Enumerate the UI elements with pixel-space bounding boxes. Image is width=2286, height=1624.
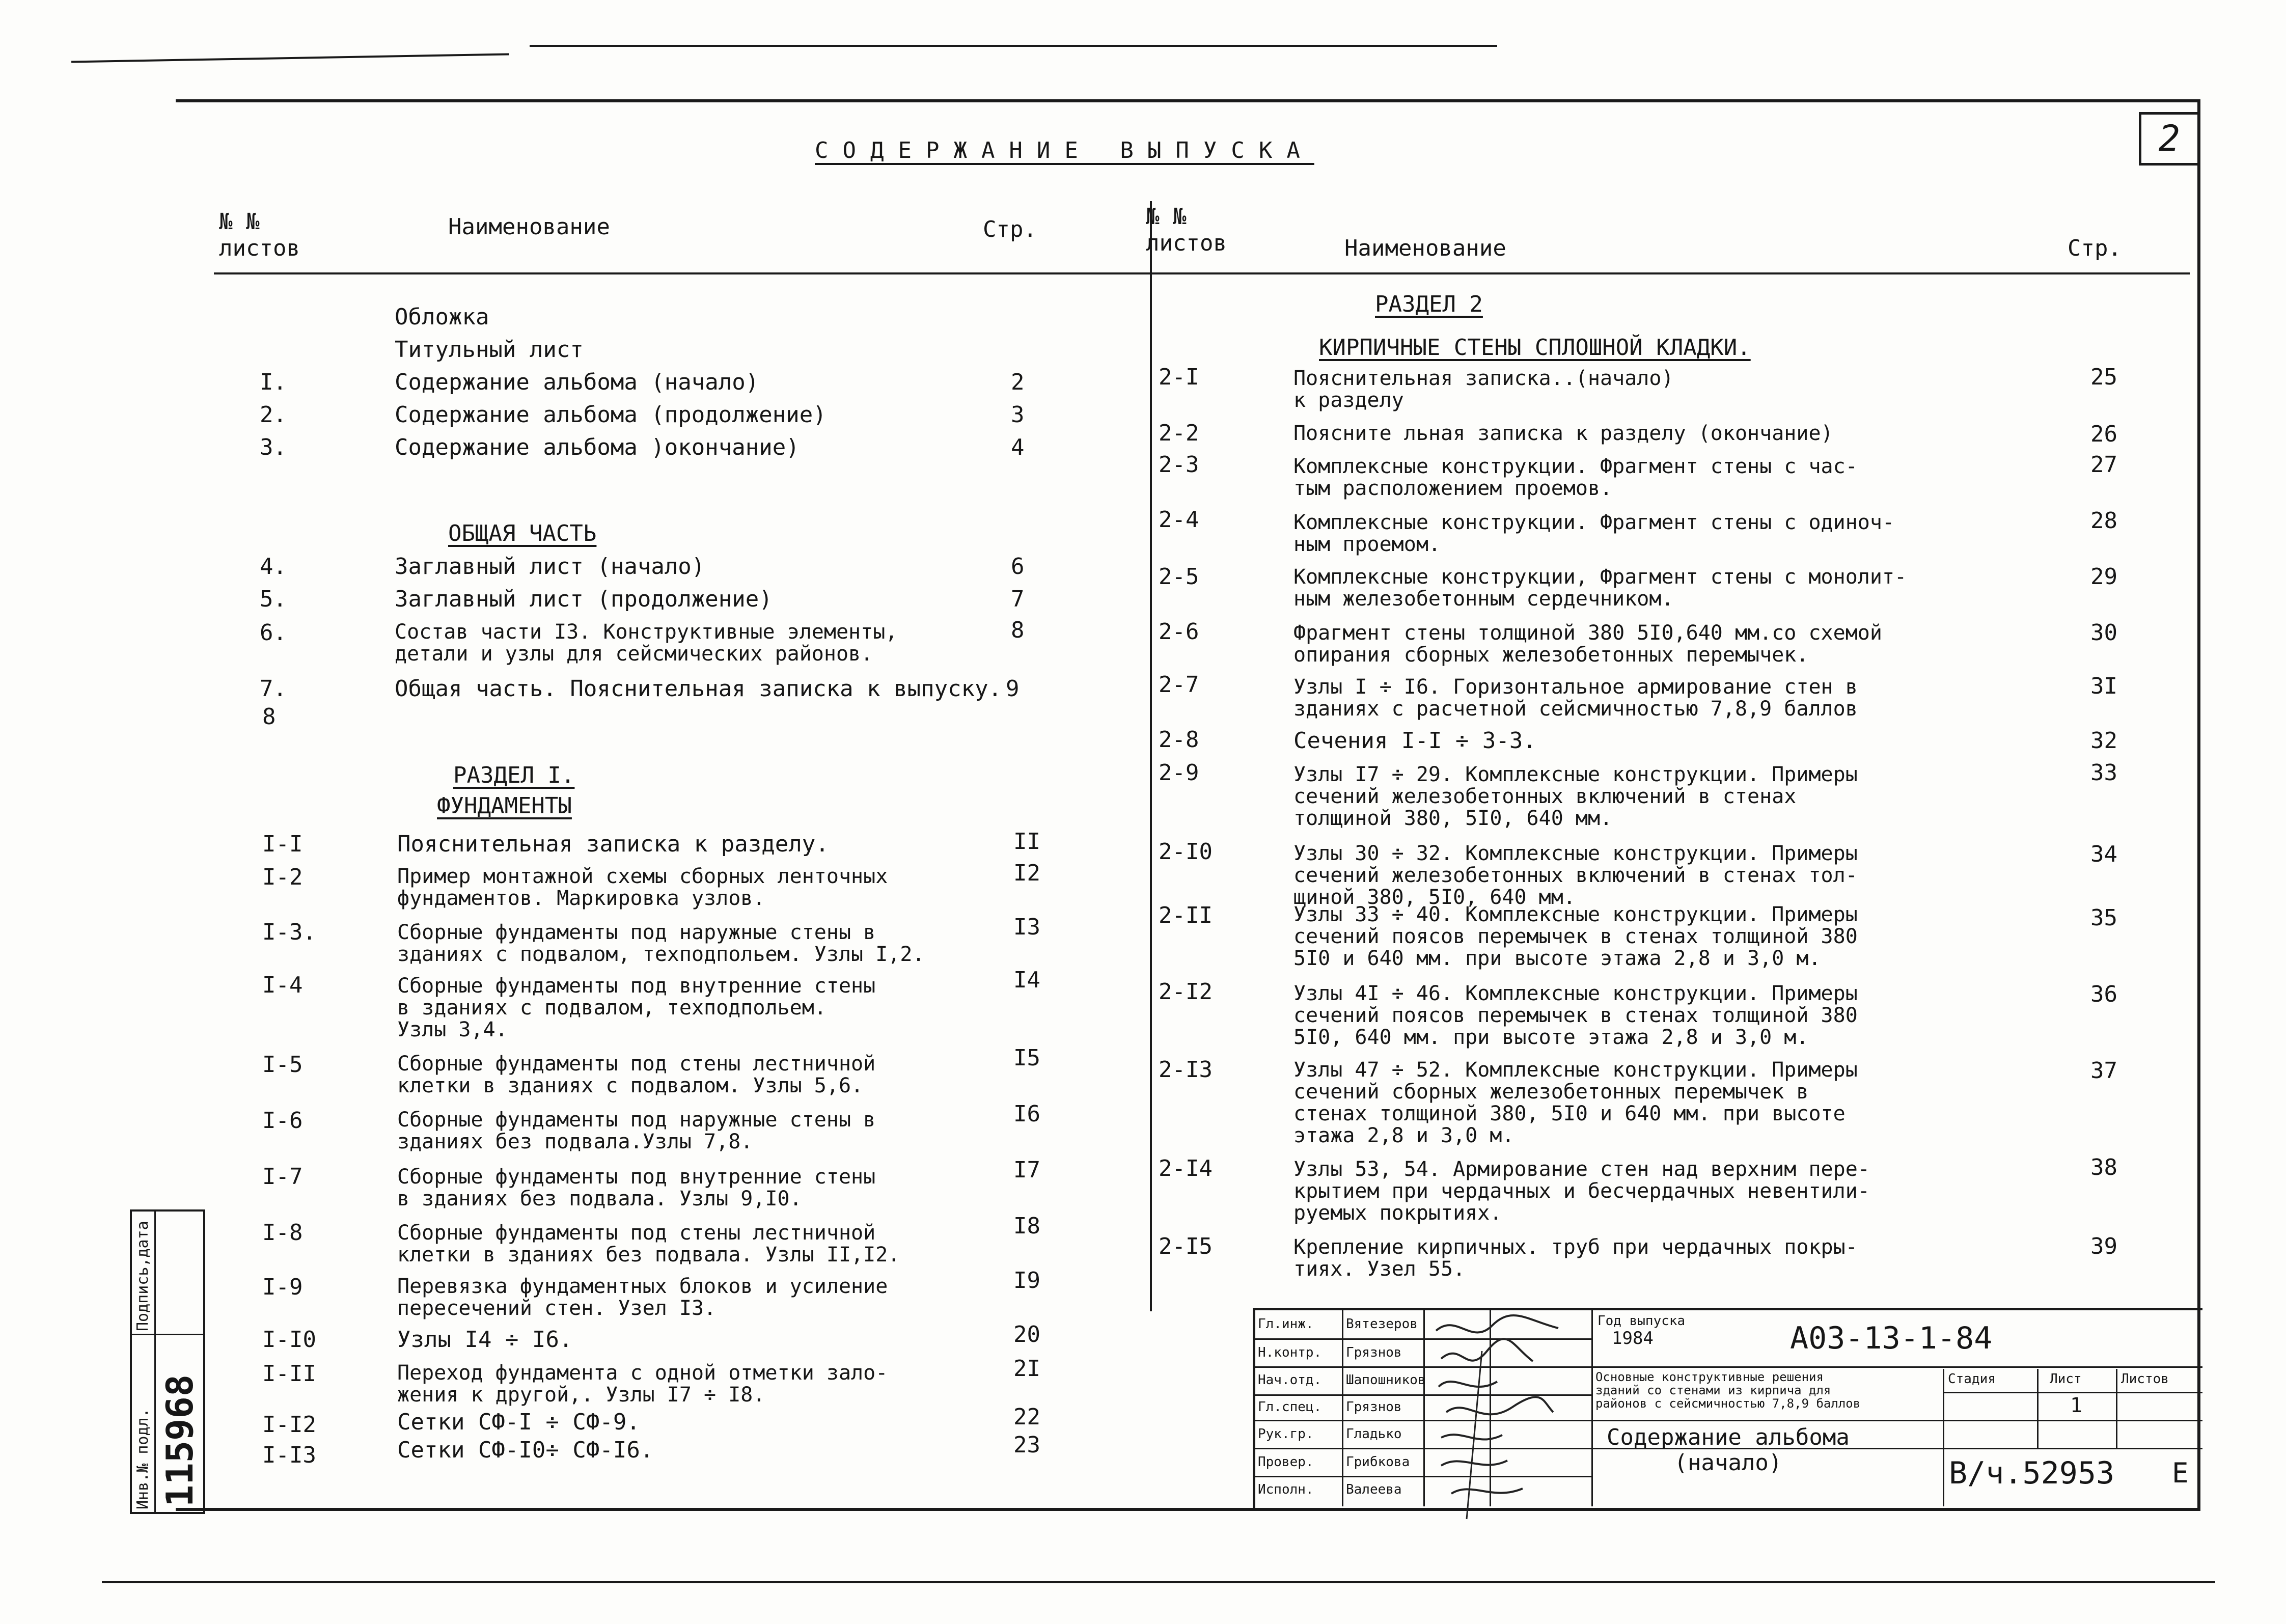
right-header-name: Наименование <box>1344 235 1506 261</box>
left-entry-name: Содержание альбома (продолжение) <box>395 402 827 428</box>
right-entry-page: 34 <box>2090 841 2117 867</box>
stamp-person: Валеева <box>1346 1482 1402 1497</box>
left-entry-name: Сборные фундаменты под внутренние стены в зданиях без подвала. Узлы 9,I0. <box>397 1165 876 1210</box>
right-entry-page: 27 <box>2090 452 2117 478</box>
left-entry-page: I6 <box>1013 1101 1040 1127</box>
left-entry-num: I-9 <box>262 1274 303 1300</box>
scan-line-bottom <box>102 1581 2215 1583</box>
right-entry-page: 26 <box>2090 421 2117 447</box>
right-entry-name: Узлы 33 ÷ 40. Комплексные конструкции. Примеры сечений поясов перемычек в стенах толщиной 380 5I0 и 640 мм. при высоте этажа 2,8 и 3,0 м. <box>1293 903 1858 970</box>
side-inv-number: 115968 <box>158 1374 201 1507</box>
left-entry-num: I-7 <box>262 1164 303 1190</box>
signature-scribbles <box>1426 1310 1594 1524</box>
right-entry-num: 2-I5 <box>1159 1233 1213 1259</box>
left-entry-page: 23 <box>1013 1432 1040 1458</box>
left-entry-page: I7 <box>1013 1157 1040 1183</box>
stamp-sheet-title: Содержание альбома (начало) <box>1607 1424 1850 1476</box>
stamp-role: Исполн. <box>1258 1482 1314 1497</box>
left-header-sheet-no: № № листов <box>219 209 300 261</box>
stamp-person: Грибкова <box>1346 1454 1410 1470</box>
left-entry-num: I-2 <box>262 864 303 890</box>
right-entry-name: Крепление кирпичных. труб при чердачных покры- тиях. Узел 55. <box>1293 1235 1858 1281</box>
left-entry-name: Обложка <box>395 304 489 330</box>
left-entry-page: 2I <box>1013 1356 1040 1382</box>
stamp-person: Вятезеров <box>1346 1316 1418 1332</box>
left-entry-page: I5 <box>1013 1045 1040 1071</box>
stamp-person: Гладько <box>1346 1426 1402 1442</box>
left-entry-page: 8 <box>1011 617 1025 643</box>
stamp-role: Гл.спец. <box>1258 1399 1322 1415</box>
stamp-role: Нач.отд. <box>1258 1372 1322 1388</box>
section-heading-general: ОБЩАЯ ЧАСТЬ <box>448 520 597 546</box>
right-entry-num: 2-9 <box>1159 760 1199 786</box>
right-entry-page: 39 <box>2090 1233 2117 1259</box>
left-entry-num: 6. <box>260 620 287 646</box>
section-heading-brick-walls: КИРПИЧНЫЕ СТЕНЫ СПЛОШНОЙ КЛАДКИ. <box>1319 335 1751 361</box>
left-entry-name: Пояснительная записка к разделу. <box>397 831 829 857</box>
left-entry-page: I8 <box>1013 1213 1040 1239</box>
right-entry-name: Комплексные конструкции. Фрагмент стены с одиноч- ным проемом. <box>1293 511 1895 556</box>
side-sign-label: Подпись,дата <box>134 1221 152 1331</box>
right-header-sheet-no: № № листов <box>1146 204 1227 256</box>
right-entry-num: 2-5 <box>1159 564 1199 590</box>
section-heading-2: РАЗДЕЛ 2 <box>1375 291 1483 317</box>
left-header-page: Стр. <box>983 216 1037 242</box>
right-entry-page: 28 <box>2090 508 2117 534</box>
right-entry-num: 2-I <box>1159 364 1199 390</box>
right-entry-name: Узлы I ÷ I6. Горизонтальное армирование стен в зданиях с расчетной сейсмичностью 7,8,9 баллов <box>1293 675 1858 721</box>
left-entry-num: 5. <box>260 586 287 612</box>
stamp-person: Грязнов <box>1346 1345 1402 1360</box>
left-entry-page: I4 <box>1013 967 1040 993</box>
left-entry-name: Содержание альбома )окончание) <box>395 434 800 460</box>
left-entry-num: I-I <box>262 831 303 857</box>
left-entry-num: I-5 <box>262 1052 303 1078</box>
right-entry-num: 2-7 <box>1159 672 1199 698</box>
left-entry-page: 7 <box>1011 586 1025 612</box>
left-entry-num: 3. <box>260 434 287 460</box>
left-entry-page: II <box>1013 829 1040 855</box>
left-entry-name: Состав части I3. Конструктивные элементы, детали и узлы для сейсмических районов. <box>395 620 898 666</box>
stamp-role: Н.контр. <box>1258 1345 1322 1360</box>
left-entry-num: I. <box>260 369 287 395</box>
left-entry-page: 9 <box>1006 676 1020 702</box>
left-entry-name: Переход фундамента с одной отметки зало- жения к другой,. Узлы I7 ÷ I8. <box>397 1361 888 1407</box>
right-entry-page: 3I <box>2090 673 2117 699</box>
right-entry-name: Узлы 53, 54. Армирование стен над верхним пере- крытием при чердачных и бесчердачных невентили- руемых покрытиях. <box>1293 1158 1870 1225</box>
left-entry-name: Сборные фундаменты под стены лестничной клетки в зданиях без подвала. Узлы II,I2. <box>397 1221 900 1267</box>
stamp-sheet-no: 1 <box>2070 1394 2083 1417</box>
left-entry-name: Титульный лист <box>395 337 584 363</box>
stamp-role: Провер. <box>1258 1454 1314 1470</box>
left-entry-num: I-II <box>262 1361 316 1387</box>
left-entry-num: I-I0 <box>262 1327 316 1353</box>
stamp-role: Гл.инж. <box>1258 1316 1314 1332</box>
right-entry-name: Фрагмент стены толщиной 380 5I0,640 мм.со схемой опирания сборных железобетонных перемычек. <box>1293 621 1882 667</box>
scan-line-top <box>71 53 509 63</box>
left-entry-num: I-I3 <box>262 1442 316 1468</box>
left-entry-name: Сетки СФ-I0÷ СФ-I6. <box>397 1437 654 1463</box>
stamp-project-desc: Основные конструктивные решения зданий со стенами из кирпича для районов с сейсмичностью 7,8,9 баллов <box>1595 1370 1861 1411</box>
right-entry-name: Узлы 47 ÷ 52. Комплексные конструкции. Примеры сечений сборных железобетонных перемычек в стенах толщиной 380, 5I0 и 640 мм. при высоте этажа 2,8 и 3,0 м. <box>1293 1058 1858 1147</box>
left-entry-name: Общая часть. Пояснительная записка к выпуску. <box>395 676 1002 702</box>
left-entry-name: Узлы I4 ÷ I6. <box>397 1327 573 1353</box>
stamp-col-sheet: Лист <box>2050 1371 2082 1387</box>
left-entry-name: Заглавный лист (начало) <box>395 554 705 580</box>
title-block <box>1253 1308 2202 1509</box>
left-entry-name: Перевязка фундаментных блоков и усиление пересечений стен. Узел I3. <box>397 1275 888 1320</box>
left-entry-num: I-3. <box>262 919 316 945</box>
right-entry-num: 2-6 <box>1159 619 1199 645</box>
right-entry-name: Сечения I-I ÷ 3-3. <box>1293 728 1536 754</box>
left-entry-name: Сборные фундаменты под наружные стены в зданиях без подвала.Узлы 7,8. <box>397 1108 876 1153</box>
right-entry-name: Комплексные конструкции, Фрагмент стены с монолит- ным железобетонным сердечником. <box>1293 565 1907 611</box>
left-entry-page: 20 <box>1013 1322 1040 1347</box>
right-entry-page: 29 <box>2090 564 2117 590</box>
left-entry-num: 4. <box>260 554 287 580</box>
header-rule <box>214 272 2190 274</box>
left-entry-name: Сборные фундаменты под наружные стены в зданиях с подвалом, техподпольем. Узлы I,2. <box>397 921 925 966</box>
stamp-year: 1984 <box>1612 1328 1654 1348</box>
left-entry-name: Содержание альбома (начало) <box>395 369 759 395</box>
stamp-person: Грязнов <box>1346 1399 1402 1415</box>
right-entry-page: 32 <box>2090 728 2117 754</box>
right-entry-page: 25 <box>2090 364 2117 390</box>
right-entry-name: Узлы I7 ÷ 29. Комплексные конструкции. Примеры сечений железобетонных включений в стенах толщиной 380, 5I0, 640 мм. <box>1293 763 1858 830</box>
right-entry-page: 38 <box>2090 1154 2117 1180</box>
right-entry-name: Поясните льная записка к разделу (окончание) <box>1293 422 1833 445</box>
right-entry-num: 2-I3 <box>1159 1057 1213 1083</box>
left-entry-num: 8 <box>262 704 276 730</box>
right-entry-page: 35 <box>2090 905 2117 931</box>
left-entry-num: 2. <box>260 402 287 428</box>
left-entry-page: 22 <box>1013 1404 1040 1430</box>
stamp-col-stage: Стадия <box>1948 1371 1996 1387</box>
stamp-person: Шапошников <box>1346 1372 1426 1388</box>
right-entry-page: 30 <box>2090 620 2117 646</box>
side-stamp <box>130 1209 205 1514</box>
left-entry-name: Заглавный лист (продолжение) <box>395 586 773 612</box>
left-entry-page: I9 <box>1013 1268 1040 1293</box>
stamp-format: Е <box>2172 1457 2189 1489</box>
right-entry-num: 2-II <box>1159 902 1213 928</box>
left-entry-page: 6 <box>1011 554 1025 580</box>
left-entry-name: Пример монтажной схемы сборных ленточных фундаментов. Маркировка узлов. <box>397 865 888 910</box>
left-entry-num: 7. <box>260 676 287 702</box>
left-entry-num: I-4 <box>262 972 303 998</box>
right-entry-num: 2-3 <box>1159 452 1199 478</box>
section-heading-1: РАЗДЕЛ I. <box>453 762 575 788</box>
right-header-page: Стр. <box>2068 235 2122 261</box>
stamp-year-label: Год выпуска <box>1598 1313 1686 1329</box>
left-entry-page: I2 <box>1013 860 1040 886</box>
side-inv-label: Инв.№ подл. <box>134 1408 152 1509</box>
left-entry-name: Сборные фундаменты под внутренние стены в зданиях с подвалом, техподпольем. Узлы 3,4. <box>397 974 876 1041</box>
page-title: СОДЕРЖАНИЕ ВЫПУСКА <box>815 137 1314 163</box>
left-entry-num: I-6 <box>262 1108 303 1134</box>
right-entry-name: Узлы 4I ÷ 46. Комплексные конструкции. Примеры сечений поясов перемычек в стенах толщиной 380 5I0, 640 мм. при высоте этажа 2,8 и 3,0 м. <box>1293 982 1858 1049</box>
right-entry-name: Пояснительная записка..(начало) к разделу <box>1293 367 1674 412</box>
right-entry-num: 2-I0 <box>1159 839 1213 865</box>
right-entry-page: 33 <box>2090 760 2117 786</box>
left-entry-name: Сборные фундаменты под стены лестничной клетки в зданиях с подвалом. Узлы 5,6. <box>397 1052 876 1097</box>
scan-line-top-2 <box>530 45 1497 47</box>
left-entry-page: I3 <box>1013 914 1040 940</box>
right-entry-num: 2-2 <box>1159 420 1199 446</box>
left-entry-page: 2 <box>1011 369 1025 395</box>
right-entry-name: Комплексные конструкции. Фрагмент стены с час- тым расположением проемов. <box>1293 455 1858 500</box>
right-entry-page: 37 <box>2090 1058 2117 1084</box>
left-entry-num: I-I2 <box>262 1412 316 1438</box>
right-entry-num: 2-4 <box>1159 507 1199 533</box>
right-entry-num: 2-I4 <box>1159 1155 1213 1181</box>
left-entry-name: Сетки СФ-I ÷ СФ-9. <box>397 1409 640 1435</box>
left-header-name: Наименование <box>448 214 610 240</box>
right-entry-name: Узлы 30 ÷ 32. Комплексные конструкции. Примеры сечений железобетонных включений в стенах тол- щиной 380, 5I0, 640 мм. <box>1293 842 1858 909</box>
page-number: 2 <box>2139 112 2200 166</box>
stamp-code: А03-13-1-84 <box>1790 1320 1993 1356</box>
right-entry-num: 2-I2 <box>1159 979 1213 1005</box>
stamp-archive-no: В/ч.52953 <box>1949 1455 2115 1491</box>
right-entry-num: 2-8 <box>1159 727 1199 753</box>
stamp-role: Рук.гр. <box>1258 1426 1314 1442</box>
left-entry-page: 3 <box>1011 402 1025 428</box>
column-divider <box>1150 201 1152 1311</box>
left-entry-page: 4 <box>1011 434 1025 460</box>
left-entry-num: I-8 <box>262 1220 303 1246</box>
section-heading-foundations: ФУНДАМЕНТЫ <box>437 793 572 819</box>
right-entry-page: 36 <box>2090 981 2117 1007</box>
stamp-col-sheets: Листов <box>2121 1371 2169 1387</box>
